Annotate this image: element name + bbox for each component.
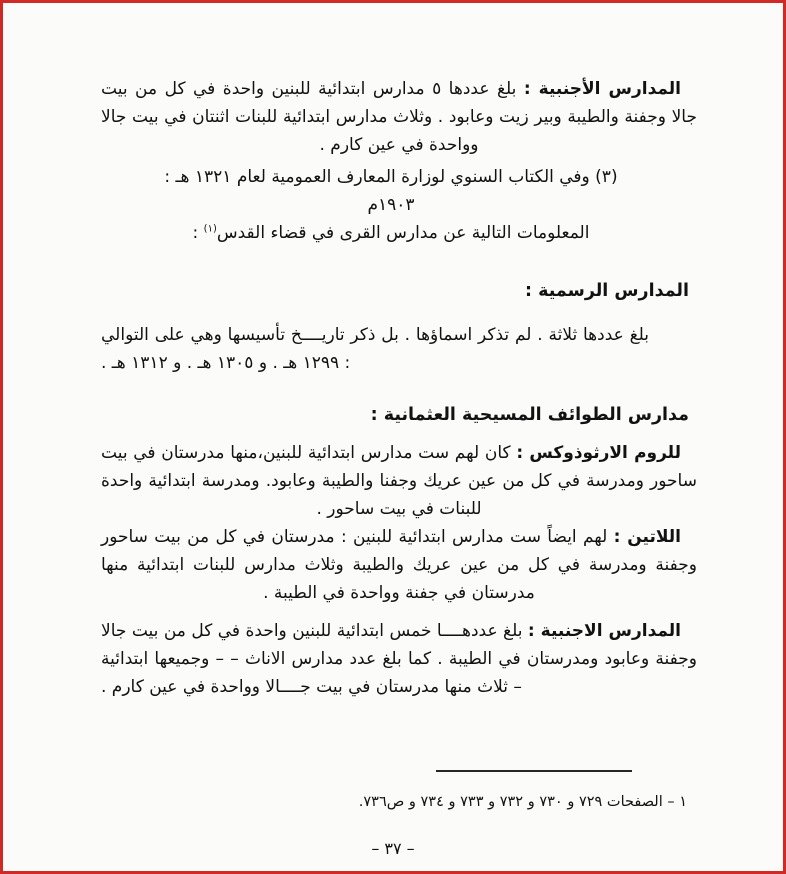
yearbook-note-line2-tail: : [192, 223, 204, 243]
paragraph-lead-foreign-schools-bottom: المدارس الاجنبية : [527, 621, 682, 641]
page-number: – ٣٧ – [371, 839, 415, 858]
heading-official-schools: المدارس الرسمية : [525, 281, 689, 301]
paragraph-lead-latins: اللاتين : [613, 527, 681, 547]
yearbook-note-line2-text: المعلومات التالية عن مدارس القرى في قضاء القدس [216, 223, 590, 243]
footnote-text: ١ – الصفحات ٧٢٩ و ٧٣٠ و ٧٣٢ و ٧٣٣ و ٧٣٤ و ص٧٣٦. [358, 794, 687, 810]
page-text-block [101, 75, 697, 701]
paragraph-foreign-schools-intro [101, 75, 697, 159]
footnote-reference-marker: (١) [203, 223, 217, 235]
paragraph-official-schools: بلغ عددها ثلاثة . لم تذكر اسماؤها . بل ذكر تاريــــخ تأسيسها وهي على التوالي : ١٢٩٩ هـ . و ١٣٠٥ هـ . و ١٣١٢ هـ . [101, 325, 649, 373]
paragraph-lead-greek-orthodox: للروم الارثوذوكس : [516, 443, 681, 463]
footnote-separator-rule [436, 770, 632, 772]
yearbook-note-line2 [141, 219, 641, 247]
paragraph-body-foreign-schools: بلغ عددها ٥ مدارس ابتدائية للبنين واحدة في كل من بيت جالا وجفنة والطيبة وبير زيت وعابود . وثلاث مدارس ابتدائية للبنات اثنتان في بيت جالا وواحدة في عين كارم . [101, 79, 697, 155]
paragraph-lead-foreign-schools: المدارس الأجنبية : [523, 79, 681, 99]
paragraph-latins [101, 523, 697, 607]
paragraph-body-greek-orthodox: كان لهم ست مدارس ابتدائية للبنين،منها مدرستان في بيت ساحور ومدرسة في كل من عين عريك وجفنا والطيبة وعابود. ومدرسة ابتدائية واحدة للبنات في بيت ساحور . [101, 443, 697, 519]
paragraph-foreign-schools-bottom [101, 617, 697, 701]
paragraph-yearbook-note [141, 163, 641, 247]
heading-christian-ottoman-schools: مدارس الطوائف المسيحية العثمانية : [370, 405, 689, 425]
paragraph-greek-orthodox [101, 439, 697, 523]
paragraph-body-foreign-schools-bottom: بلغ عددهــــا خمس ابتدائية للبنين واحدة في كل من بيت جالا وجفنة وعابود ومدرستان في الطيبة . كما بلغ عدد مدارس الاناث – – وجميعها ابتدائية – ثلاث منها مدرستان في بيت جــــالا وواحدة في عين كارم . [101, 621, 697, 697]
yearbook-note-line1: (٣) وفي الكتاب السنوي لوزارة المعارف العمومية لعام ١٣٢١ هـ : ١٩٠٣م [164, 167, 618, 215]
paragraph-body-latins: لهم ايضاً ست مدارس ابتدائية للبنين : مدرستان في كل من بيت ساحور وجفنة ومدرسة في كل من عين عريك والطيبة وثلاث مدارس للبنات ابتدائية منها مدرستان في جفنة وواحدة في الطيبة . [101, 527, 697, 603]
